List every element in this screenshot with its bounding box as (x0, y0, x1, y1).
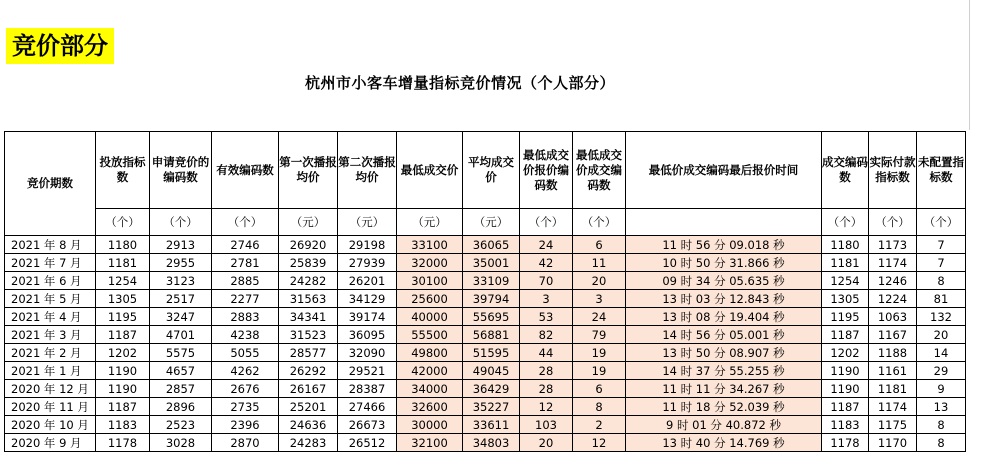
cell-paid: 1173 (869, 236, 917, 254)
cell-deal-codes: 1190 (822, 380, 869, 398)
cell-min-deal-codes: 6 (573, 236, 626, 254)
cell-unallocated: 7 (917, 254, 966, 272)
cell-quota: 1202 (96, 344, 150, 362)
table-row (5, 380, 966, 398)
cell-quota: 1190 (96, 380, 150, 398)
cell-valid-codes: 2870 (212, 434, 279, 452)
cell-second-avg: 26201 (338, 272, 397, 290)
cell-paid: 1170 (869, 434, 917, 452)
cell-unallocated: 13 (917, 398, 966, 416)
cell-second-avg: 28387 (338, 380, 397, 398)
table-row (5, 254, 966, 272)
cell-unallocated: 9 (917, 380, 966, 398)
cell-valid-codes: 5055 (212, 344, 279, 362)
cell-unallocated: 20 (917, 326, 966, 344)
cell-first-avg: 24283 (279, 434, 338, 452)
cell-period: 2021 年 2 月 (5, 344, 96, 362)
cell-unallocated: 81 (917, 290, 966, 308)
unit-cell: （个） (869, 209, 917, 236)
cell-deal-codes: 1305 (822, 290, 869, 308)
cell-paid: 1246 (869, 272, 917, 290)
cell-second-avg: 32090 (338, 344, 397, 362)
cell-period: 2021 年 6 月 (5, 272, 96, 290)
table-row (5, 434, 966, 452)
cell-applied-codes: 3247 (150, 308, 212, 326)
cell-min-price: 25600 (397, 290, 463, 308)
cell-period: 2020 年 12 月 (5, 380, 96, 398)
cell-applied-codes: 3028 (150, 434, 212, 452)
cell-valid-codes: 2883 (212, 308, 279, 326)
cell-quota: 1305 (96, 290, 150, 308)
cell-quota: 1254 (96, 272, 150, 290)
cell-min-bid-codes: 53 (520, 308, 573, 326)
cell-min-price: 55500 (397, 326, 463, 344)
cell-paid: 1181 (869, 380, 917, 398)
cell-paid: 1167 (869, 326, 917, 344)
cell-min-bid-codes: 42 (520, 254, 573, 272)
cell-min-deal-codes: 3 (573, 290, 626, 308)
cell-last-bid-time: 11 时 56 分 09.018 秒 (626, 236, 822, 254)
cell-applied-codes: 2913 (150, 236, 212, 254)
cell-min-bid-codes: 103 (520, 416, 573, 434)
cell-last-bid-time: 9 时 01 分 40.872 秒 (626, 416, 822, 434)
cell-period: 2020 年 9 月 (5, 434, 96, 452)
cell-paid: 1174 (869, 398, 917, 416)
cell-min-price: 33100 (397, 236, 463, 254)
cell-min-price: 34000 (397, 380, 463, 398)
cell-last-bid-time: 13 时 50 分 08.907 秒 (626, 344, 822, 362)
cell-min-bid-codes: 28 (520, 380, 573, 398)
cell-second-avg: 29198 (338, 236, 397, 254)
cell-period: 2020 年 10 月 (5, 416, 96, 434)
cell-quota: 1190 (96, 362, 150, 380)
cell-applied-codes: 2896 (150, 398, 212, 416)
unit-cell: （个） (520, 209, 573, 236)
cell-min-deal-codes: 19 (573, 362, 626, 380)
cell-first-avg: 26292 (279, 362, 338, 380)
cell-valid-codes: 2735 (212, 398, 279, 416)
cell-first-avg: 24282 (279, 272, 338, 290)
cell-quota: 1187 (96, 326, 150, 344)
cell-deal-codes: 1195 (822, 308, 869, 326)
cell-min-price: 40000 (397, 308, 463, 326)
section-title: 竞价部分 (6, 28, 114, 64)
col-header-avg-price: 平均成交价 (463, 132, 520, 209)
cell-min-deal-codes: 12 (573, 434, 626, 452)
unit-cell: （个） (573, 209, 626, 236)
cell-valid-codes: 2396 (212, 416, 279, 434)
cell-valid-codes: 2676 (212, 380, 279, 398)
cell-unallocated: 8 (917, 416, 966, 434)
table-row (5, 272, 966, 290)
cell-first-avg: 31563 (279, 290, 338, 308)
cell-applied-codes: 4701 (150, 326, 212, 344)
unit-cell: （个） (150, 209, 212, 236)
cell-period: 2021 年 4 月 (5, 308, 96, 326)
unit-row (5, 209, 966, 236)
col-header-period: 竞价期数 (5, 132, 96, 236)
table-title: 杭州市小客车增量指标竞价情况（个人部分） (304, 74, 615, 92)
col-header-min-price: 最低成交价 (397, 132, 463, 209)
cell-unallocated: 29 (917, 362, 966, 380)
cell-last-bid-time: 10 时 50 分 31.866 秒 (626, 254, 822, 272)
cell-paid: 1224 (869, 290, 917, 308)
cell-last-bid-time: 14 时 56 分 05.001 秒 (626, 326, 822, 344)
cell-period: 2021 年 7 月 (5, 254, 96, 272)
unit-cell: （个） (96, 209, 150, 236)
cell-avg-price: 49045 (463, 362, 520, 380)
cell-second-avg: 26512 (338, 434, 397, 452)
cell-min-bid-codes: 28 (520, 362, 573, 380)
cell-second-avg: 27939 (338, 254, 397, 272)
cell-applied-codes: 2523 (150, 416, 212, 434)
cell-min-price: 32100 (397, 434, 463, 452)
cell-avg-price: 39794 (463, 290, 520, 308)
cell-first-avg: 28577 (279, 344, 338, 362)
cell-quota: 1183 (96, 416, 150, 434)
cell-deal-codes: 1183 (822, 416, 869, 434)
cell-min-price: 30100 (397, 272, 463, 290)
cell-last-bid-time: 11 时 11 分 34.267 秒 (626, 380, 822, 398)
cell-valid-codes: 4238 (212, 326, 279, 344)
cell-avg-price: 36065 (463, 236, 520, 254)
cell-avg-price: 36429 (463, 380, 520, 398)
cell-paid: 1174 (869, 254, 917, 272)
cell-valid-codes: 2781 (212, 254, 279, 272)
col-header-unallocated: 未配置指标数 (917, 132, 966, 209)
unit-cell: （个） (917, 209, 966, 236)
col-header-applied-codes: 申请竞价的编码数 (150, 132, 212, 209)
table-row (5, 398, 966, 416)
col-header-valid-codes: 有效编码数 (212, 132, 279, 209)
col-header-quota: 投放指标数 (96, 132, 150, 209)
cell-last-bid-time: 14 时 37 分 55.255 秒 (626, 362, 822, 380)
cell-quota: 1178 (96, 434, 150, 452)
table-row (5, 290, 966, 308)
cell-applied-codes: 2857 (150, 380, 212, 398)
cell-min-bid-codes: 12 (520, 398, 573, 416)
cell-deal-codes: 1190 (822, 362, 869, 380)
cell-quota: 1195 (96, 308, 150, 326)
cell-min-deal-codes: 24 (573, 308, 626, 326)
cell-min-deal-codes: 11 (573, 254, 626, 272)
cell-second-avg: 27466 (338, 398, 397, 416)
cell-last-bid-time: 09 时 34 分 05.635 秒 (626, 272, 822, 290)
col-header-last-bid-time: 最低价成交编码最后报价时间 (626, 132, 822, 209)
cell-valid-codes: 2277 (212, 290, 279, 308)
cell-min-bid-codes: 20 (520, 434, 573, 452)
unit-cell: （元） (279, 209, 338, 236)
unit-cell: （个） (822, 209, 869, 236)
table-row (5, 308, 966, 326)
unit-cell (626, 209, 822, 236)
cell-period: 2020 年 11 月 (5, 398, 96, 416)
cell-applied-codes: 4657 (150, 362, 212, 380)
cell-first-avg: 24636 (279, 416, 338, 434)
cell-last-bid-time: 13 时 40 分 14.769 秒 (626, 434, 822, 452)
col-header-min-deal-codes: 最低成交价成交编码数 (573, 132, 626, 209)
cell-second-avg: 34129 (338, 290, 397, 308)
cell-period: 2021 年 5 月 (5, 290, 96, 308)
cell-avg-price: 51595 (463, 344, 520, 362)
cell-first-avg: 25839 (279, 254, 338, 272)
cell-applied-codes: 3123 (150, 272, 212, 290)
cell-deal-codes: 1187 (822, 398, 869, 416)
cell-unallocated: 132 (917, 308, 966, 326)
cell-quota: 1180 (96, 236, 150, 254)
cell-unallocated: 8 (917, 434, 966, 452)
table-row (5, 326, 966, 344)
cell-last-bid-time: 13 时 08 分 19.404 秒 (626, 308, 822, 326)
table-row (5, 344, 966, 362)
cell-min-deal-codes: 20 (573, 272, 626, 290)
col-header-first-avg: 第一次播报均价 (279, 132, 338, 209)
cell-min-deal-codes: 2 (573, 416, 626, 434)
cell-valid-codes: 2885 (212, 272, 279, 290)
cell-paid: 1161 (869, 362, 917, 380)
header-row (5, 132, 966, 209)
cell-first-avg: 26920 (279, 236, 338, 254)
cell-min-price: 42000 (397, 362, 463, 380)
cell-second-avg: 26673 (338, 416, 397, 434)
cell-avg-price: 33611 (463, 416, 520, 434)
unit-cell: （个） (212, 209, 279, 236)
cell-second-avg: 39174 (338, 308, 397, 326)
cell-avg-price: 35227 (463, 398, 520, 416)
col-header-paid: 实际付款指标数 (869, 132, 917, 209)
cell-min-bid-codes: 82 (520, 326, 573, 344)
cell-min-deal-codes: 8 (573, 398, 626, 416)
cell-avg-price: 35001 (463, 254, 520, 272)
cell-quota: 1181 (96, 254, 150, 272)
cell-period: 2021 年 1 月 (5, 362, 96, 380)
cell-min-bid-codes: 44 (520, 344, 573, 362)
cell-min-bid-codes: 70 (520, 272, 573, 290)
cell-first-avg: 26167 (279, 380, 338, 398)
cell-unallocated: 8 (917, 272, 966, 290)
cell-period: 2021 年 3 月 (5, 326, 96, 344)
cell-deal-codes: 1187 (822, 326, 869, 344)
cell-min-bid-codes: 3 (520, 290, 573, 308)
cell-deal-codes: 1180 (822, 236, 869, 254)
cell-first-avg: 25201 (279, 398, 338, 416)
table-row (5, 362, 966, 380)
cell-second-avg: 29521 (338, 362, 397, 380)
cell-avg-price: 33109 (463, 272, 520, 290)
col-header-deal-codes: 成交编码数 (822, 132, 869, 209)
cell-avg-price: 34803 (463, 434, 520, 452)
unit-cell: （元） (338, 209, 397, 236)
cell-min-price: 32000 (397, 254, 463, 272)
cell-paid: 1175 (869, 416, 917, 434)
sheet-gridline (969, 0, 970, 130)
cell-last-bid-time: 13 时 03 分 12.843 秒 (626, 290, 822, 308)
cell-min-deal-codes: 6 (573, 380, 626, 398)
bidding-table (4, 131, 966, 452)
cell-quota: 1187 (96, 398, 150, 416)
cell-deal-codes: 1181 (822, 254, 869, 272)
cell-min-deal-codes: 79 (573, 326, 626, 344)
cell-valid-codes: 2746 (212, 236, 279, 254)
cell-last-bid-time: 11 时 18 分 52.039 秒 (626, 398, 822, 416)
cell-unallocated: 7 (917, 236, 966, 254)
cell-first-avg: 31523 (279, 326, 338, 344)
cell-min-deal-codes: 19 (573, 344, 626, 362)
cell-deal-codes: 1202 (822, 344, 869, 362)
cell-avg-price: 55695 (463, 308, 520, 326)
cell-min-price: 30000 (397, 416, 463, 434)
cell-paid: 1188 (869, 344, 917, 362)
table-row (5, 236, 966, 254)
cell-paid: 1063 (869, 308, 917, 326)
col-header-min-bid-codes: 最低成交价报价编码数 (520, 132, 573, 209)
cell-applied-codes: 5575 (150, 344, 212, 362)
unit-cell: （元） (463, 209, 520, 236)
cell-applied-codes: 2517 (150, 290, 212, 308)
cell-min-bid-codes: 24 (520, 236, 573, 254)
cell-unallocated: 14 (917, 344, 966, 362)
cell-valid-codes: 4262 (212, 362, 279, 380)
cell-min-price: 32600 (397, 398, 463, 416)
cell-period: 2021 年 8 月 (5, 236, 96, 254)
unit-cell: （元） (397, 209, 463, 236)
cell-avg-price: 56881 (463, 326, 520, 344)
cell-applied-codes: 2955 (150, 254, 212, 272)
cell-min-price: 49800 (397, 344, 463, 362)
cell-first-avg: 34341 (279, 308, 338, 326)
cell-deal-codes: 1178 (822, 434, 869, 452)
cell-deal-codes: 1254 (822, 272, 869, 290)
cell-second-avg: 36095 (338, 326, 397, 344)
table-row (5, 416, 966, 434)
col-header-second-avg: 第二次播报均价 (338, 132, 397, 209)
